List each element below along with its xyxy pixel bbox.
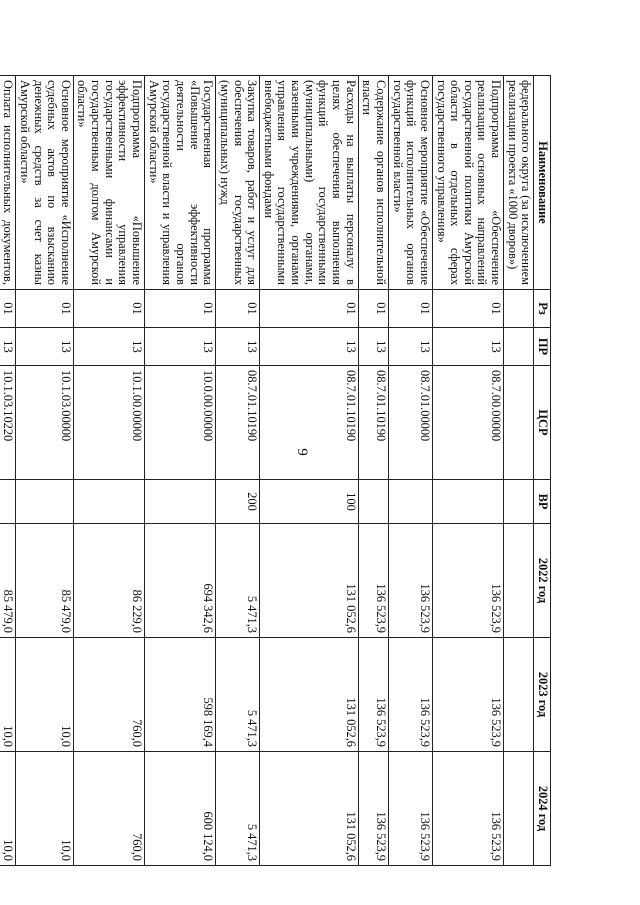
row-pr: 13 — [145, 328, 216, 366]
row-vr — [16, 480, 74, 524]
row-2023: 598 169,4 — [145, 638, 216, 752]
table-row — [432, 76, 503, 866]
row-2022: 85 479,0 — [16, 524, 74, 638]
row-pr: 13 — [0, 328, 16, 366]
row-vr: 100 — [260, 480, 358, 524]
row-2023: 10,0 — [0, 638, 16, 752]
row-2023: 136 523,9 — [432, 638, 503, 752]
row-vr — [504, 480, 534, 524]
row-2022: 86 229,0 — [73, 524, 144, 638]
row-pr: 13 — [358, 328, 388, 366]
table-row — [388, 76, 432, 866]
table-row — [504, 76, 534, 866]
rotated-table-container — [1, 75, 551, 865]
row-2024: 131 052,6 — [260, 752, 358, 866]
row-2024: 10,0 — [16, 752, 74, 866]
row-vr: 200 — [216, 480, 260, 524]
row-csr: 10.1.00.00000 — [73, 366, 144, 480]
row-rz: 01 — [432, 290, 503, 328]
row-pr: 13 — [260, 328, 358, 366]
table-row — [216, 76, 260, 866]
row-rz: 01 — [73, 290, 144, 328]
row-name: Основное мероприятие «Исполнение судебных актов по взысканию денежных средств за счет казны Амурской области» — [16, 76, 74, 290]
row-csr: 08.7.01.00000 — [388, 366, 432, 480]
row-2023: 5 471,3 — [216, 638, 260, 752]
row-name: Расходы на выплаты персоналу в целях обеспечения выполнения функций государственными (муниципальными) органами, казенными учреждениями, органами управления государственными внебюджетными фондами — [260, 76, 358, 290]
row-2024: 136 523,9 — [358, 752, 388, 866]
row-2022 — [504, 524, 534, 638]
header-pr: ПР — [534, 328, 551, 366]
row-vr — [73, 480, 144, 524]
row-name: федерального округа (за исключением реализации проекта «1000 дворов») — [504, 76, 534, 290]
row-2024 — [504, 752, 534, 866]
row-2024: 760,0 — [73, 752, 144, 866]
table-row — [260, 76, 358, 866]
row-pr: 13 — [388, 328, 432, 366]
row-2023: 136 523,9 — [388, 638, 432, 752]
header-2023: 2023 год — [534, 638, 551, 752]
row-vr — [0, 480, 16, 524]
row-2023: 136 523,9 — [358, 638, 388, 752]
row-pr — [504, 328, 534, 366]
row-2023: 10,0 — [16, 638, 74, 752]
row-csr: 08.7.01.10190 — [216, 366, 260, 480]
header-rz: Рз — [534, 290, 551, 328]
row-rz: 01 — [0, 290, 16, 328]
row-vr — [358, 480, 388, 524]
row-vr — [388, 480, 432, 524]
row-rz: 01 — [358, 290, 388, 328]
header-name: Наименование — [534, 76, 551, 290]
row-2024: 136 523,9 — [432, 752, 503, 866]
row-2022: 131 052,6 — [260, 524, 358, 638]
header-2024: 2024 год — [534, 752, 551, 866]
row-rz — [504, 290, 534, 328]
table-header-row — [534, 76, 551, 866]
row-rz: 01 — [16, 290, 74, 328]
row-vr — [432, 480, 503, 524]
row-2023: 131 052,6 — [260, 638, 358, 752]
row-2024: 600 124,0 — [145, 752, 216, 866]
row-pr: 13 — [16, 328, 74, 366]
row-name: Государственная программа «Повышение эффективности деятельности органов государственной власти и управления Амурской области» — [145, 76, 216, 290]
row-2023: 760,0 — [73, 638, 144, 752]
row-csr: 08.7.00.00000 — [432, 366, 503, 480]
row-pr: 13 — [216, 328, 260, 366]
row-csr: 08.7.01.10190 — [260, 366, 358, 480]
row-pr: 13 — [432, 328, 503, 366]
table-row — [0, 76, 16, 866]
table-row — [73, 76, 144, 866]
row-vr — [145, 480, 216, 524]
row-csr: 10.1.03.00000 — [16, 366, 74, 480]
header-2022: 2022 год — [534, 524, 551, 638]
row-csr — [504, 366, 534, 480]
table-row — [358, 76, 388, 866]
budget-table — [0, 75, 551, 866]
table-row — [16, 76, 74, 866]
row-2024: 136 523,9 — [388, 752, 432, 866]
row-2022: 85 479,0 — [0, 524, 16, 638]
row-pr: 13 — [73, 328, 144, 366]
row-csr: 10.0.00.00000 — [145, 366, 216, 480]
row-name: Подпрограмма «Повышение эффективности управления государственными финансами и государственным долгом Амурской области» — [73, 76, 144, 290]
page-number: 9 — [294, 448, 310, 456]
row-2022: 136 523,9 — [358, 524, 388, 638]
row-2024: 10,0 — [0, 752, 16, 866]
row-2022: 694 342,6 — [145, 524, 216, 638]
header-csr: ЦСР — [534, 366, 551, 480]
row-rz: 01 — [260, 290, 358, 328]
row-2023 — [504, 638, 534, 752]
header-vr: ВР — [534, 480, 551, 524]
row-2022: 136 523,9 — [388, 524, 432, 638]
row-name: Подпрограмма «Обеспечение реализации основных направлений государственной политики Амурской области в отдельных сферах государственного управления» — [432, 76, 503, 290]
row-csr: 10.1.03.10220 — [0, 366, 16, 480]
row-csr: 08.7.01.10190 — [358, 366, 388, 480]
row-2022: 5 471,3 — [216, 524, 260, 638]
row-rz: 01 — [216, 290, 260, 328]
row-2022: 136 523,9 — [432, 524, 503, 638]
row-name: Закупка товаров, работ и услуг для обеспечения государственных (муниципальных) нужд — [216, 76, 260, 290]
row-rz: 01 — [145, 290, 216, 328]
row-name: Оплата исполнительных документов, — [0, 76, 16, 290]
row-2024: 5 471,3 — [216, 752, 260, 866]
row-rz: 01 — [388, 290, 432, 328]
table-row — [145, 76, 216, 866]
row-name: Основное мероприятие «Обеспечение функций исполнительных органов государственной власти» — [388, 76, 432, 290]
row-name: Содержание органов исполнительной власти — [358, 76, 388, 290]
